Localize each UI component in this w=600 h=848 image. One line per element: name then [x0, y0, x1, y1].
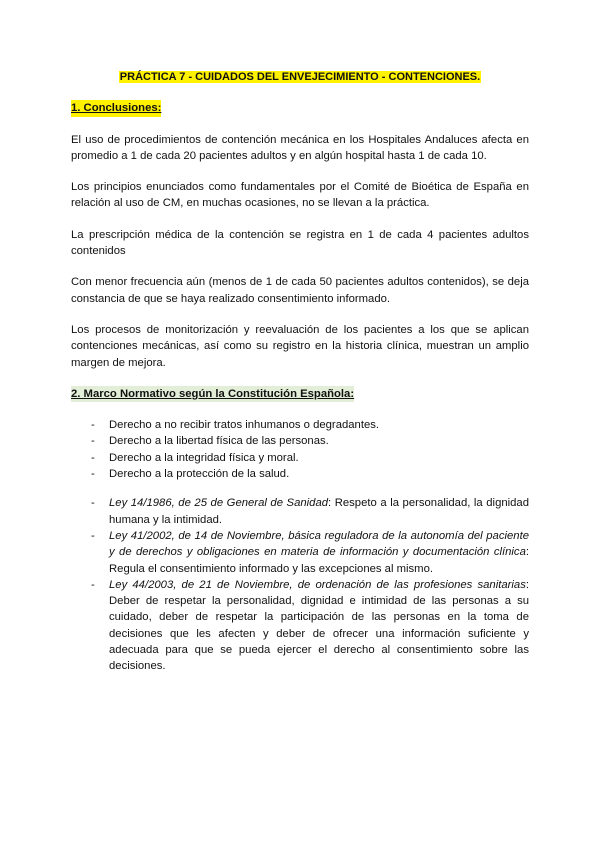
law-name: Ley 41/2002, de 14 de Noviembre, básica reguladora de la autonomía del paciente y de derechos y obligaciones en materia de información y documentación clínica [109, 529, 529, 559]
paragraph: La prescripción médica de la contención se registra en 1 de cada 4 pacientes adultos contenidos [71, 228, 529, 258]
paragraph: El uso de procedimientos de contención mecánica en los Hospitales Andaluces afecta en promedio a 1 de cada 20 pacientes adultos y en algún hospital hasta 1 de cada 10. [71, 133, 529, 162]
laws-list [71, 495, 529, 674]
law-description: : Respeto a la personalidad, la dignidad humana y la intimidad. [109, 497, 529, 526]
rights-list-item: - Derecho a la libertad física de las personas. [71, 433, 529, 449]
document-page [71, 69, 529, 675]
section-heading-marco-normativo: 2. Marco Normativo según la Constitución Española: [71, 386, 354, 402]
rights-list-item: - Derecho a la protección de la salud. [71, 466, 529, 482]
law-name: Ley 14/1986, de 25 de General de Sanidad [109, 497, 329, 510]
section-conclusiones [71, 100, 529, 371]
document-title-wrap [71, 69, 529, 85]
law-name: Ley 44/2003, de 21 de Noviembre, de ordenación de las profesiones sanitarias [109, 578, 526, 591]
paragraph: Con menor frecuencia aún (menos de 1 de cada 50 pacientes adultos contenidos), se deja constancia de que se haya realizado consentimiento informado. [71, 276, 529, 305]
paragraph: Los principios enunciados como fundamentales por el Comité de Bioética de España en relación al uso de CM, en muchas ocasiones, no se llevan a la práctica. [71, 181, 529, 210]
section-heading-conclusiones: 1. Conclusiones: [71, 100, 161, 116]
paragraph: Los procesos de monitorización y reevaluación de los pacientes a los que se aplican contenciones mecánicas, así como su registro en la historia clínica, muestran un amplio margen de mejora. [71, 323, 529, 369]
rights-list-item: - Derecho a la integridad física y moral. [71, 450, 529, 466]
section-marco-normativo [71, 386, 529, 675]
law-description: : Regula el consentimiento informado y las excepciones al mismo. [109, 546, 529, 575]
law-description: : Deber de respetar la personalidad, dignidad e intimidad de las personas a su cuidado, deber de respetar la participación de las personas en la toma de decisiones que les afecten y deber de ofrecer una información suficiente y adecuada para que se pueda ejercer el derecho al consentimiento sobre las decisiones. [109, 578, 529, 673]
law-list-item [71, 495, 529, 528]
law-list-item [71, 577, 529, 675]
document-title: PRÁCTICA 7 - CUIDADOS DEL ENVEJECIMIENTO - CONTENCIONES. [119, 71, 481, 83]
law-list-item [71, 528, 529, 577]
rights-list [71, 417, 529, 482]
rights-list-item: - Derecho a no recibir tratos inhumanos o degradantes. [71, 417, 529, 433]
